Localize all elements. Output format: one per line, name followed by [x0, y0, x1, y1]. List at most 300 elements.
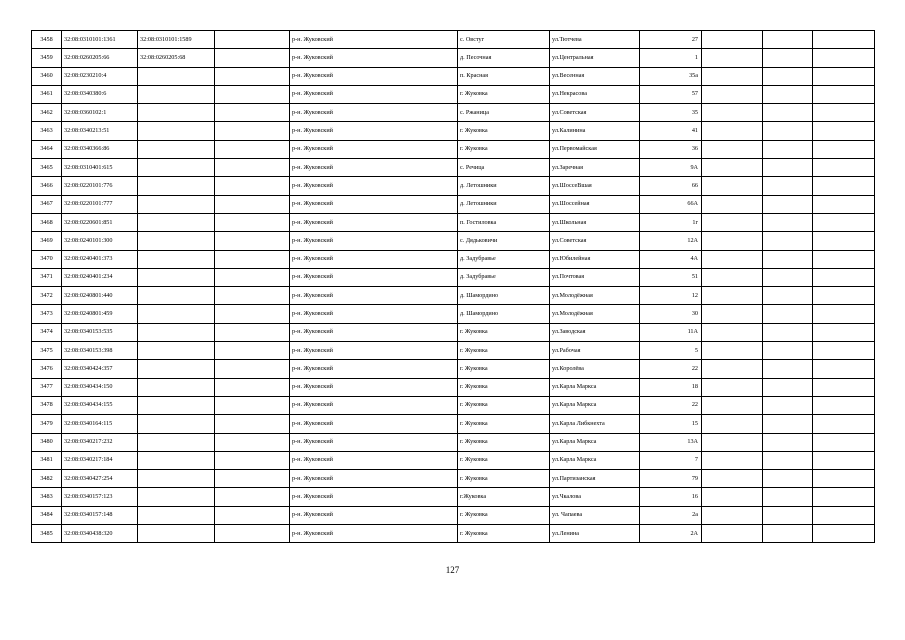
empty-cell [215, 451, 290, 469]
district: р-н. Жуковский [290, 213, 458, 231]
district: р-н. Жуковский [290, 360, 458, 378]
street: ул.Партизанская [550, 470, 640, 488]
empty-cell [702, 323, 763, 341]
district: р-н. Жуковский [290, 396, 458, 414]
cadastral-number-2 [138, 451, 215, 469]
empty-cell [763, 177, 813, 195]
cadastral-number-2 [138, 433, 215, 451]
district: р-н. Жуковский [290, 232, 458, 250]
street: ул.ШоссеВшая [550, 177, 640, 195]
table-body [32, 31, 875, 543]
cadastral-number: 32:08:0340366:86 [62, 140, 138, 158]
locality: г. Жуковка [458, 140, 550, 158]
page-number: 127 [445, 565, 460, 575]
table-row [32, 323, 875, 341]
locality: г.Жуковка [458, 488, 550, 506]
table-row [32, 159, 875, 177]
house-number: 41 [640, 122, 702, 140]
table-row [32, 49, 875, 67]
cadastral-number-2: 32:08:0310101:1589 [138, 31, 215, 49]
cadastral-number-2 [138, 378, 215, 396]
cadastral-number: 32:08:0220601:851 [62, 213, 138, 231]
locality: д. Летошники [458, 177, 550, 195]
empty-cell [702, 342, 763, 360]
empty-cell [702, 85, 763, 103]
empty-cell [813, 85, 875, 103]
empty-cell [763, 195, 813, 213]
empty-cell [215, 470, 290, 488]
empty-cell [215, 140, 290, 158]
cadastral-number: 32:08:0340157:123 [62, 488, 138, 506]
house-number: 15 [640, 415, 702, 433]
house-number: 22 [640, 396, 702, 414]
house-number: 9А [640, 159, 702, 177]
table-row [32, 525, 875, 543]
street: ул.Ленина [550, 525, 640, 543]
table-row [32, 378, 875, 396]
empty-cell [702, 378, 763, 396]
empty-cell [702, 177, 763, 195]
district: р-н. Жуковский [290, 31, 458, 49]
street: ул.Карла Маркса [550, 433, 640, 451]
district: р-н. Жуковский [290, 287, 458, 305]
cadastral-number-2 [138, 360, 215, 378]
empty-cell [813, 213, 875, 231]
district: р-н. Жуковский [290, 49, 458, 67]
locality: с. Ржаница [458, 104, 550, 122]
street: ул.Молодёжная [550, 287, 640, 305]
cadastral-number-2 [138, 159, 215, 177]
district: р-н. Жуковский [290, 488, 458, 506]
house-number: 27 [640, 31, 702, 49]
row-number: 3459 [32, 49, 62, 67]
cadastral-number: 32:08:0340434:155 [62, 396, 138, 414]
house-number: 12 [640, 287, 702, 305]
table-row [32, 250, 875, 268]
empty-cell [813, 268, 875, 286]
street: ул.Карла Либкнехта [550, 415, 640, 433]
house-number: 1 [640, 49, 702, 67]
empty-cell [763, 451, 813, 469]
street: ул.Молодёжная [550, 305, 640, 323]
locality: г. Жуковка [458, 451, 550, 469]
cadastral-number: 32:08:0240801:440 [62, 287, 138, 305]
district: р-н. Жуковский [290, 159, 458, 177]
row-number: 3474 [32, 323, 62, 341]
street: ул.Шоссейная [550, 195, 640, 213]
house-number: 16 [640, 488, 702, 506]
cadastral-number: 32:08:0340157:148 [62, 506, 138, 524]
house-number: 2А [640, 525, 702, 543]
cadastral-number-2 [138, 268, 215, 286]
row-number: 3467 [32, 195, 62, 213]
cadastral-number: 32:08:0360102:1 [62, 104, 138, 122]
house-number: 1г [640, 213, 702, 231]
row-number: 3482 [32, 470, 62, 488]
table-row [32, 360, 875, 378]
empty-cell [813, 360, 875, 378]
empty-cell [813, 232, 875, 250]
row-number: 3473 [32, 305, 62, 323]
table-row [32, 85, 875, 103]
empty-cell [763, 396, 813, 414]
row-number: 3461 [32, 85, 62, 103]
empty-cell [215, 177, 290, 195]
house-number: 18 [640, 378, 702, 396]
table-row [32, 342, 875, 360]
empty-cell [702, 525, 763, 543]
house-number: 57 [640, 85, 702, 103]
row-number: 3468 [32, 213, 62, 231]
row-number: 3460 [32, 67, 62, 85]
locality: г. Жуковка [458, 415, 550, 433]
street: ул.Чкалова [550, 488, 640, 506]
street: ул.Карла Маркса [550, 451, 640, 469]
locality: д. Песочная [458, 49, 550, 67]
empty-cell [813, 396, 875, 414]
street: ул.Заречная [550, 159, 640, 177]
empty-cell [763, 305, 813, 323]
district: р-н. Жуковский [290, 451, 458, 469]
empty-cell [215, 232, 290, 250]
row-number: 3463 [32, 122, 62, 140]
empty-cell [215, 122, 290, 140]
cadastral-number: 32:08:0340380:6 [62, 85, 138, 103]
cadastral-number-2 [138, 342, 215, 360]
row-number: 3480 [32, 433, 62, 451]
empty-cell [813, 415, 875, 433]
street: ул.Советская [550, 232, 640, 250]
table-row [32, 268, 875, 286]
empty-cell [702, 268, 763, 286]
empty-cell [702, 213, 763, 231]
locality: п. Красная [458, 67, 550, 85]
empty-cell [763, 506, 813, 524]
row-number: 3471 [32, 268, 62, 286]
street: ул.Первомайская [550, 140, 640, 158]
empty-cell [215, 506, 290, 524]
district: р-н. Жуковский [290, 122, 458, 140]
empty-cell [215, 213, 290, 231]
cadastral-number: 32:08:0240401:234 [62, 268, 138, 286]
cadastral-number: 32:08:0230210:4 [62, 67, 138, 85]
locality: г. Жуковка [458, 433, 550, 451]
cadastral-number-2 [138, 67, 215, 85]
locality: д. Шамордино [458, 287, 550, 305]
empty-cell [702, 415, 763, 433]
cadastral-number: 32:08:0240401:373 [62, 250, 138, 268]
empty-cell [813, 488, 875, 506]
cadastral-number: 32:08:0340153:535 [62, 323, 138, 341]
district: р-н. Жуковский [290, 85, 458, 103]
row-number: 3483 [32, 488, 62, 506]
house-number: 30 [640, 305, 702, 323]
house-number: 51 [640, 268, 702, 286]
cadastral-number: 32:08:0260205:66 [62, 49, 138, 67]
cadastral-number: 32:08:0340217:232 [62, 433, 138, 451]
district: р-н. Жуковский [290, 250, 458, 268]
house-number: 11А [640, 323, 702, 341]
district: р-н. Жуковский [290, 140, 458, 158]
street: ул.Королёва [550, 360, 640, 378]
district: р-н. Жуковский [290, 378, 458, 396]
table-row [32, 140, 875, 158]
cadastral-number-2 [138, 85, 215, 103]
empty-cell [215, 342, 290, 360]
street: ул.Почтовая [550, 268, 640, 286]
table-row [32, 305, 875, 323]
empty-cell [763, 250, 813, 268]
house-number: 35а [640, 67, 702, 85]
empty-cell [813, 342, 875, 360]
empty-cell [215, 378, 290, 396]
cadastral-number-2 [138, 305, 215, 323]
empty-cell [215, 268, 290, 286]
empty-cell [702, 305, 763, 323]
table-row [32, 470, 875, 488]
empty-cell [813, 195, 875, 213]
house-number: 7 [640, 451, 702, 469]
street: ул.Калинина [550, 122, 640, 140]
house-number: 66 [640, 177, 702, 195]
cadastral-number-2 [138, 177, 215, 195]
empty-cell [813, 49, 875, 67]
empty-cell [813, 250, 875, 268]
cadastral-number: 32:08:0340427:254 [62, 470, 138, 488]
table-row [32, 433, 875, 451]
empty-cell [813, 378, 875, 396]
street: ул.Некрасова [550, 85, 640, 103]
street: ул.Карла Маркса [550, 396, 640, 414]
cadastral-number-2 [138, 250, 215, 268]
locality: д. Задубравье [458, 268, 550, 286]
empty-cell [763, 433, 813, 451]
table-row [32, 195, 875, 213]
district: р-н. Жуковский [290, 433, 458, 451]
cadastral-number: 32:08:0340213:51 [62, 122, 138, 140]
row-number: 3462 [32, 104, 62, 122]
locality: г. Жуковка [458, 342, 550, 360]
table-row [32, 232, 875, 250]
empty-cell [763, 159, 813, 177]
house-number: 4А [640, 250, 702, 268]
row-number: 3479 [32, 415, 62, 433]
street: ул.Заводская [550, 323, 640, 341]
cadastral-number-2 [138, 396, 215, 414]
cadastral-number: 32:08:0340438:320 [62, 525, 138, 543]
empty-cell [763, 268, 813, 286]
row-number: 3464 [32, 140, 62, 158]
locality: с. Овстуг [458, 31, 550, 49]
row-number: 3478 [32, 396, 62, 414]
street: ул. Чапаева [550, 506, 640, 524]
row-number: 3470 [32, 250, 62, 268]
locality: г. Жуковка [458, 506, 550, 524]
locality: д. Летошники [458, 195, 550, 213]
cadastral-number-2 [138, 525, 215, 543]
cadastral-number-2 [138, 213, 215, 231]
locality: г. Жуковка [458, 85, 550, 103]
locality: г. Жуковка [458, 378, 550, 396]
empty-cell [702, 451, 763, 469]
cadastral-number-2 [138, 232, 215, 250]
street: ул.Весенная [550, 67, 640, 85]
empty-cell [215, 85, 290, 103]
empty-cell [215, 488, 290, 506]
house-number: 36 [640, 140, 702, 158]
empty-cell [702, 470, 763, 488]
empty-cell [702, 232, 763, 250]
empty-cell [763, 323, 813, 341]
locality: г. Жуковка [458, 122, 550, 140]
district: р-н. Жуковский [290, 268, 458, 286]
empty-cell [215, 104, 290, 122]
empty-cell [215, 360, 290, 378]
locality: г. Жуковка [458, 525, 550, 543]
row-number: 3458 [32, 31, 62, 49]
empty-cell [763, 415, 813, 433]
empty-cell [813, 506, 875, 524]
house-number: 12А [640, 232, 702, 250]
table-row [32, 177, 875, 195]
empty-cell [813, 122, 875, 140]
cadastral-number-2 [138, 122, 215, 140]
empty-cell [702, 159, 763, 177]
empty-cell [763, 342, 813, 360]
empty-cell [763, 213, 813, 231]
empty-cell [763, 378, 813, 396]
empty-cell [813, 104, 875, 122]
locality: с. Речица [458, 159, 550, 177]
row-number: 3475 [32, 342, 62, 360]
district: р-н. Жуковский [290, 415, 458, 433]
cadastral-table [31, 30, 875, 543]
district: р-н. Жуковский [290, 506, 458, 524]
empty-cell [702, 360, 763, 378]
locality: г. Жуковка [458, 470, 550, 488]
empty-cell [215, 287, 290, 305]
district: р-н. Жуковский [290, 525, 458, 543]
street: ул.Тютчева [550, 31, 640, 49]
district: р-н. Жуковский [290, 305, 458, 323]
cadastral-number-2 [138, 415, 215, 433]
locality: д. Шамордино [458, 305, 550, 323]
empty-cell [763, 67, 813, 85]
table-row [32, 122, 875, 140]
empty-cell [763, 470, 813, 488]
row-number: 3469 [32, 232, 62, 250]
house-number: 35 [640, 104, 702, 122]
table-row [32, 415, 875, 433]
cadastral-number: 32:08:0340153:398 [62, 342, 138, 360]
empty-cell [763, 360, 813, 378]
street: ул.Школьная [550, 213, 640, 231]
empty-cell [813, 323, 875, 341]
empty-cell [813, 159, 875, 177]
row-number: 3484 [32, 506, 62, 524]
district: р-н. Жуковский [290, 323, 458, 341]
row-number: 3477 [32, 378, 62, 396]
empty-cell [813, 140, 875, 158]
empty-cell [813, 177, 875, 195]
street: ул.Центральная [550, 49, 640, 67]
house-number: 5 [640, 342, 702, 360]
empty-cell [813, 451, 875, 469]
empty-cell [215, 159, 290, 177]
district: р-н. Жуковский [290, 104, 458, 122]
empty-cell [763, 140, 813, 158]
cadastral-number: 32:08:0220101:777 [62, 195, 138, 213]
cadastral-number: 32:08:0240801:459 [62, 305, 138, 323]
empty-cell [702, 396, 763, 414]
empty-cell [763, 85, 813, 103]
locality: г. Жуковка [458, 360, 550, 378]
table-row [32, 31, 875, 49]
empty-cell [763, 104, 813, 122]
empty-cell [763, 122, 813, 140]
cadastral-number: 32:08:0220101:776 [62, 177, 138, 195]
empty-cell [813, 287, 875, 305]
table-row [32, 213, 875, 231]
row-number: 3465 [32, 159, 62, 177]
street: ул.Рабочая [550, 342, 640, 360]
empty-cell [215, 195, 290, 213]
street: ул.Юбилейная [550, 250, 640, 268]
empty-cell [813, 433, 875, 451]
district: р-н. Жуковский [290, 177, 458, 195]
empty-cell [813, 31, 875, 49]
empty-cell [813, 305, 875, 323]
empty-cell [813, 470, 875, 488]
empty-cell [763, 49, 813, 67]
district: р-н. Жуковский [290, 470, 458, 488]
empty-cell [215, 49, 290, 67]
empty-cell [763, 232, 813, 250]
locality: г. Жуковка [458, 323, 550, 341]
locality: г. Жуковка [458, 396, 550, 414]
district: р-н. Жуковский [290, 195, 458, 213]
empty-cell [215, 250, 290, 268]
empty-cell [763, 287, 813, 305]
empty-cell [215, 415, 290, 433]
empty-cell [702, 122, 763, 140]
empty-cell [702, 287, 763, 305]
table-row [32, 67, 875, 85]
locality: д. Задубравье [458, 250, 550, 268]
empty-cell [702, 67, 763, 85]
empty-cell [702, 433, 763, 451]
table-row [32, 104, 875, 122]
cadastral-number-2 [138, 470, 215, 488]
empty-cell [215, 433, 290, 451]
cadastral-number-2 [138, 488, 215, 506]
cadastral-number: 32:08:0340424:357 [62, 360, 138, 378]
table-row [32, 287, 875, 305]
empty-cell [702, 104, 763, 122]
empty-cell [813, 525, 875, 543]
row-number: 3472 [32, 287, 62, 305]
district: р-н. Жуковский [290, 67, 458, 85]
empty-cell [215, 323, 290, 341]
locality: п. Гостиловка [458, 213, 550, 231]
cadastral-number: 32:08:0340164:115 [62, 415, 138, 433]
locality: с. Дядьковичи [458, 232, 550, 250]
street: ул.Советская [550, 104, 640, 122]
cadastral-number-2 [138, 506, 215, 524]
row-number: 3481 [32, 451, 62, 469]
house-number: 2а [640, 506, 702, 524]
empty-cell [215, 396, 290, 414]
